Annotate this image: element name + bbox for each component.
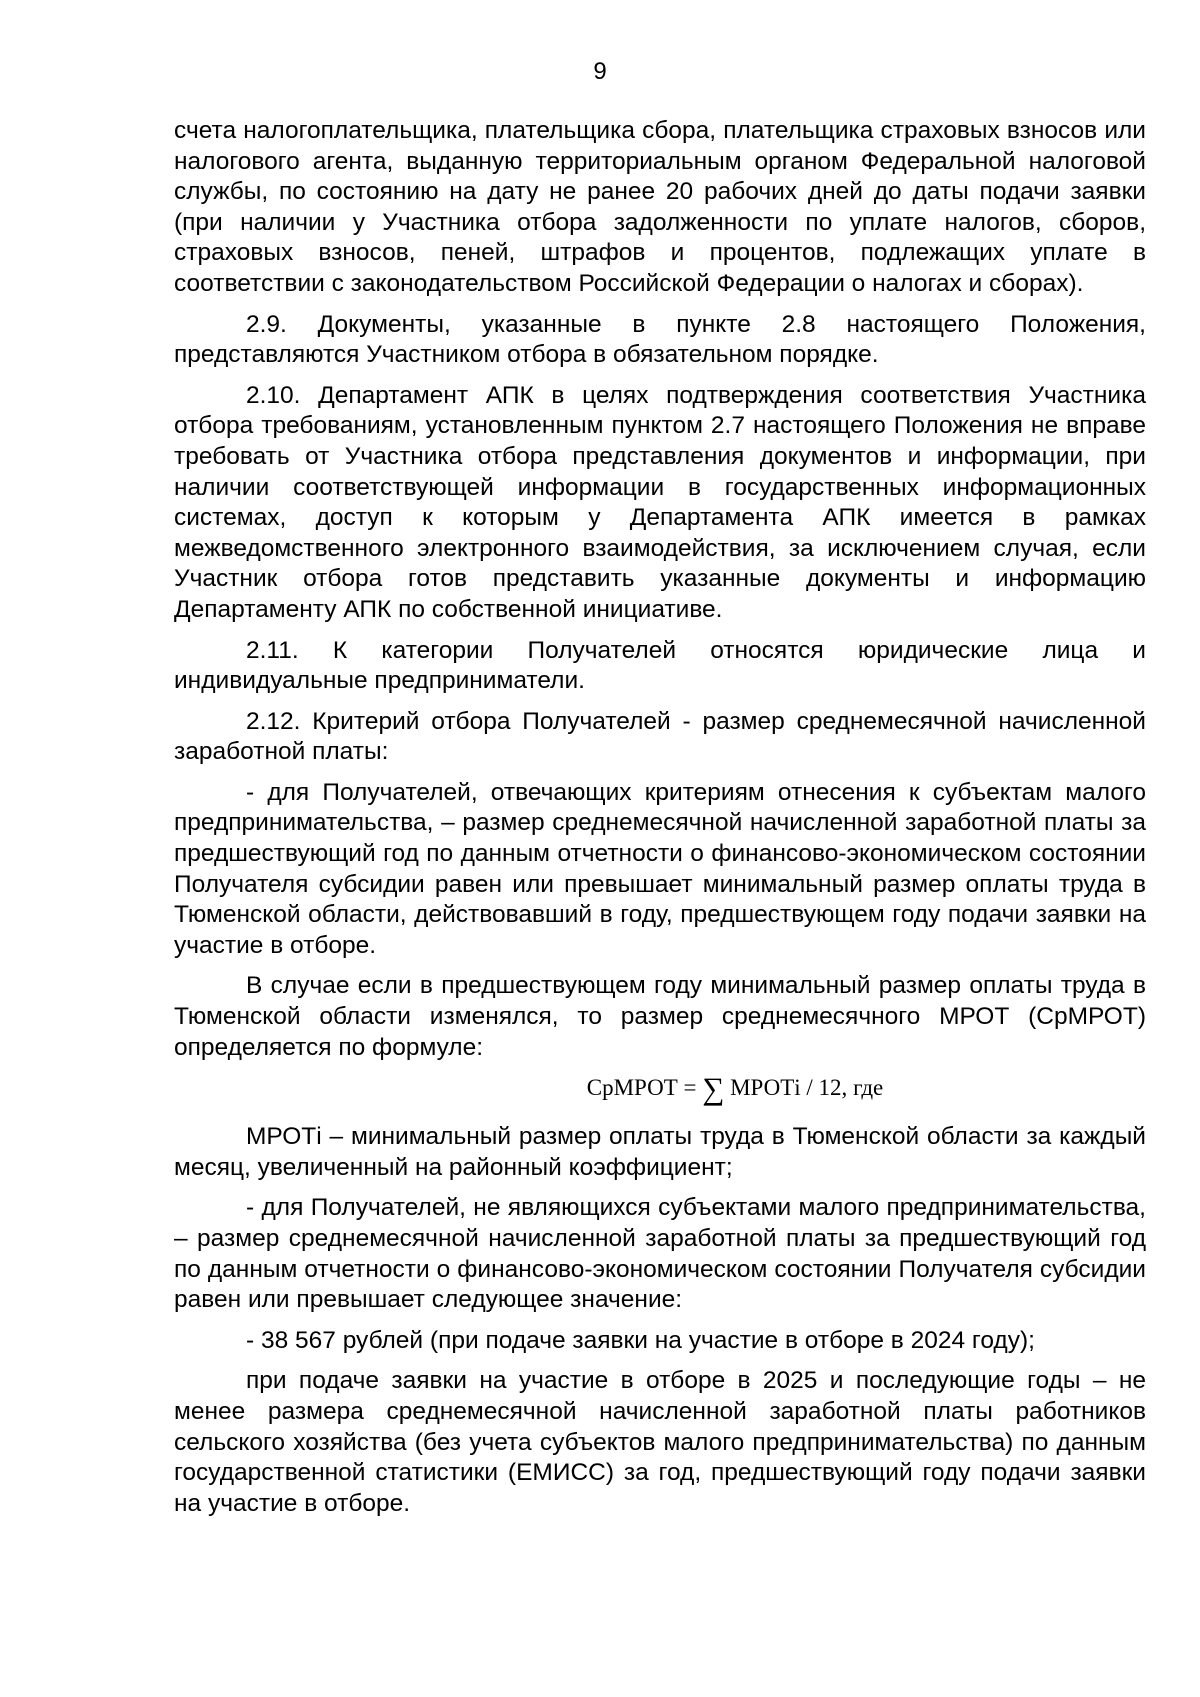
paragraph-mrot-change: В случае если в предшествующем году минимальный размер оплаты труда в Тюменской области изменялся, то размер среднемесячного МРОТ (СрМРОТ) определяется по формуле: (174, 972, 1146, 1061)
formula-suffix: где (853, 1075, 884, 1101)
paragraph-2-10: 2.10. Департамент АПК в целях подтверждения соответствия Участника отбора требованиям, установленным пунктом 2.7 настоящего Положения не вправе требовать от Участника отбора представления документов и информации, при наличии соответствующей информации в государственных информационных системах, доступ к которым у Департамента АПК имеется в рамках межведомственного электронного взаимодействия, за исключением случая, если Участник отбора готов представить указанные документы и информацию Департаменту АПК по собственной инициативе. (174, 381, 1146, 623)
sum-symbol: ∑ (702, 1071, 725, 1107)
paragraph-non-small-business-criterion: - для Получателей, не являющихся субъектами малого предпринимательства, – размер среднемесячной начисленной заработной платы за предшествующий год по данным отчетности о финансово-экономическом состоянии Получателя субсидии равен или превышает следующее значение: (174, 1194, 1146, 1314)
paragraph-2-9: 2.9. Документы, указанные в пункте 2.8 настоящего Положения, представляются Участником отбора в обязательном порядке. (174, 310, 1146, 369)
formula-left: СрМРОТ = (586, 1075, 697, 1101)
page-number: 9 (593, 58, 607, 85)
paragraph-continuation: счета налогоплательщика, плательщика сбора, плательщика страховых взносов или налогового агента, выданную территориальным органом Федеральной налоговой службы, по состоянию на дату не ранее 20 рабочих дней до даты подачи заявки (при наличии у Участника отбора задолженности по уплате налогов, сборов, страховых взносов, пеней, штрафов и процентов, подлежащих уплате в соответствии с законодательством Российской Федерации о налогах и сборах). (174, 117, 1146, 297)
paragraph-2024-value: - 38 567 рублей (при подаче заявки на участие в отборе в 2024 году); (246, 1326, 1035, 1354)
paragraph-2025-value: при подаче заявки на участие в отборе в 2025 и последующие годы – не менее размера среднемесячной начисленной заработной платы работников сельского хозяйства (без учета субъектов малого предпринимательства) по данным государственной статистики (ЕМИСС) за год, предшествующий году подачи заявки на участие в отборе. (174, 1367, 1146, 1517)
formula-right: МРОТi / 12, (730, 1075, 848, 1101)
paragraph-mrot-definition: МРОТi – минимальный размер оплаты труда в Тюменской области за каждый месяц, увеличенный на районный коэффициент; (174, 1123, 1146, 1181)
formula-average-mrot (174, 1071, 1146, 1107)
paragraph-2-12: 2.12. Критерий отбора Получателей - размер среднемесячной начисленной заработной платы: (174, 707, 1146, 766)
paragraph-2-11: 2.11. К категории Получателей относятся юридические лица и индивидуальные предприниматели. (174, 636, 1146, 695)
paragraph-small-business-criterion: - для Получателей, отвечающих критериям отнесения к субъектам малого предпринимательства, – размер среднемесячной начисленной заработной платы за предшествующий год по данным отчетности о финансово-экономическом состоянии Получателя субсидии равен или превышает минимальный размер оплаты труда в Тюменской области, действовавший в году, предшествующем году подачи заявки на участие в отборе. (174, 778, 1146, 959)
document-body (174, 116, 1146, 1529)
